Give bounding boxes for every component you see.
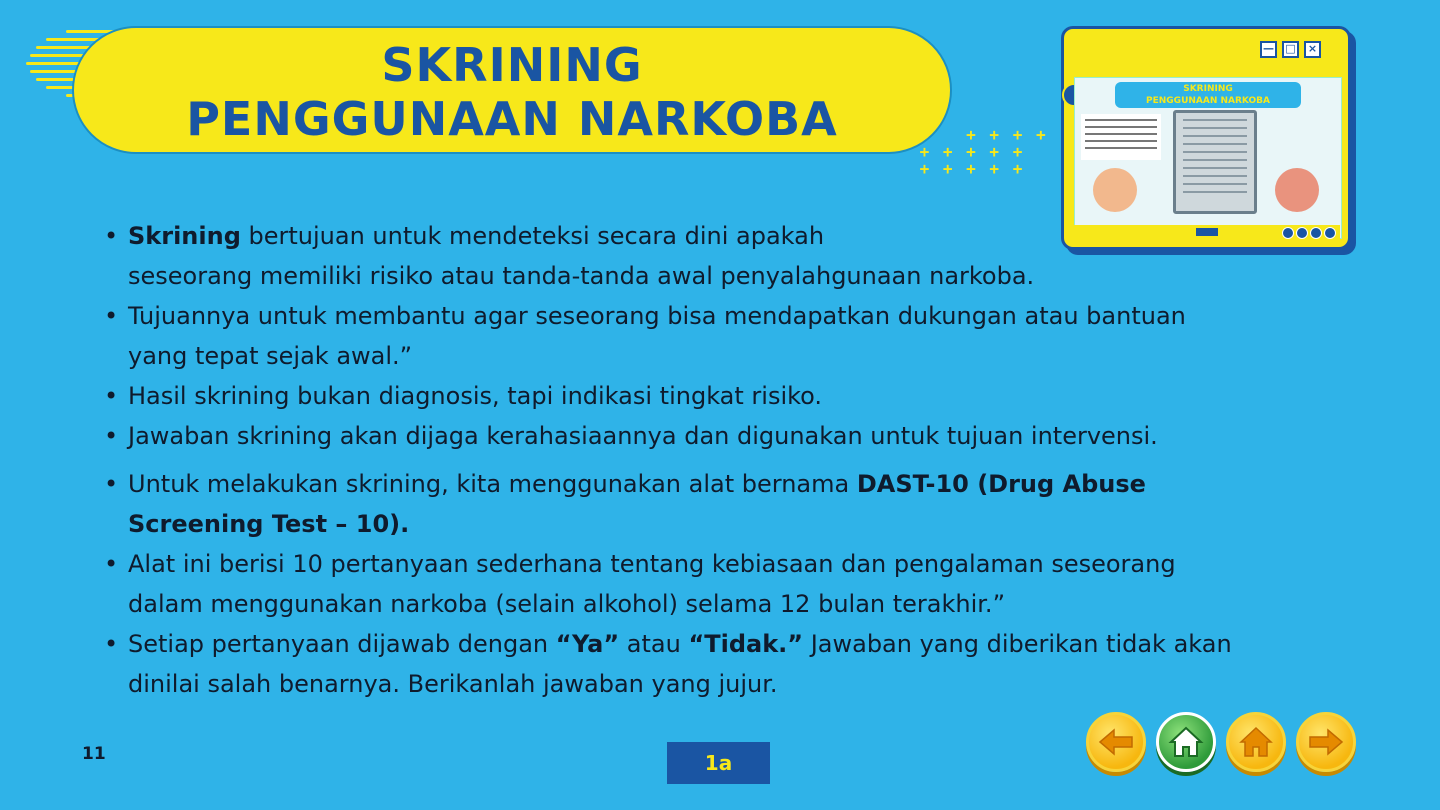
- close-icon[interactable]: ×: [1304, 41, 1321, 58]
- bullet-item: [100, 376, 1340, 416]
- home-icon: [1238, 725, 1274, 759]
- bullet-bold-text: “Tidak.”: [688, 630, 804, 658]
- bullet-item: [100, 216, 1340, 296]
- plus-pattern-decoration: + + + + + + + + + + + + + +: [919, 125, 1048, 178]
- bullet-text: Hasil skrining bukan diagnosis, tapi indikasi tingkat risiko.: [128, 382, 823, 410]
- bullet-text: Untuk melakukan skrining, kita menggunakan alat bernama: [128, 470, 857, 498]
- people-illustration-right: [1275, 168, 1319, 212]
- bullet-item: [100, 544, 1340, 624]
- home-button-primary[interactable]: [1156, 712, 1216, 772]
- bullet-text: yang tepat sejak awal.”: [128, 342, 413, 370]
- page-title-line-2: PENGGUNAAN NARKOBA: [186, 92, 838, 146]
- bullet-text: dalam menggunakan narkoba (selain alkohol) selama 12 bulan terakhir.”: [128, 590, 1005, 618]
- bullet-item: [100, 296, 1340, 376]
- thumbnail-title-line-1: SKRINING: [1183, 84, 1233, 94]
- minimize-icon[interactable]: —: [1260, 41, 1277, 58]
- bullet-item: [100, 464, 1340, 544]
- clipboard-icon: [1173, 110, 1257, 214]
- page-title-line-1: SKRINING: [381, 38, 643, 92]
- bullet-text: seseorang memiliki risiko atau tanda-tanda awal penyalahgunaan narkoba.: [128, 262, 1035, 290]
- bullet-text: Tujuannya untuk membantu agar seseorang bisa mendapatkan dukungan atau bantuan: [128, 302, 1186, 330]
- people-illustration-left: [1093, 168, 1137, 212]
- home-icon: [1168, 725, 1204, 759]
- maximize-icon[interactable]: □: [1282, 41, 1299, 58]
- bullet-text: bertujuan untuk mendeteksi secara dini apakah: [240, 222, 825, 250]
- home-button-secondary[interactable]: [1226, 712, 1286, 772]
- bullet-text: dinilai salah benarnya. Berikanlah jawaban yang jujur.: [128, 670, 778, 698]
- bullet-text: Alat ini berisi 10 pertanyaan sederhana tentang kebiasaan dan pengalaman seseorang: [128, 550, 1176, 578]
- bullet-list: [100, 216, 1340, 704]
- bullet-bold-text: Screening Test – 10).: [128, 510, 410, 538]
- thumbnail-title: [1115, 82, 1301, 108]
- preview-slide-thumbnail: [1074, 77, 1342, 239]
- bullet-item: [100, 416, 1340, 456]
- back-arrow-icon: [1098, 727, 1134, 757]
- bullet-text: Setiap pertanyaan dijawab dengan: [128, 630, 556, 658]
- thumbnail-title-line-2: PENGGUNAAN NARKOBA: [1146, 96, 1270, 106]
- slide-label-pill[interactable]: 1a: [667, 742, 770, 784]
- bullet-text: Jawaban yang diberikan tidak akan: [803, 630, 1232, 658]
- bullet-item: [100, 624, 1340, 704]
- bullet-bold-text: DAST-10 (Drug Abuse: [856, 470, 1146, 498]
- back-button[interactable]: [1086, 712, 1146, 772]
- bullet-bold-text: Skrining: [128, 222, 241, 250]
- forward-button[interactable]: [1296, 712, 1356, 772]
- bullet-text: atau: [619, 630, 689, 658]
- page-number: 11: [82, 744, 106, 764]
- forward-arrow-icon: [1308, 727, 1344, 757]
- bullet-text: Jawaban skrining akan dijaga kerahasiaannya dan digunakan untuk tujuan intervensi.: [128, 422, 1158, 450]
- bullet-bold-text: “Ya”: [555, 630, 620, 658]
- thumbnail-text-block: [1081, 114, 1161, 160]
- title-banner: [72, 26, 952, 154]
